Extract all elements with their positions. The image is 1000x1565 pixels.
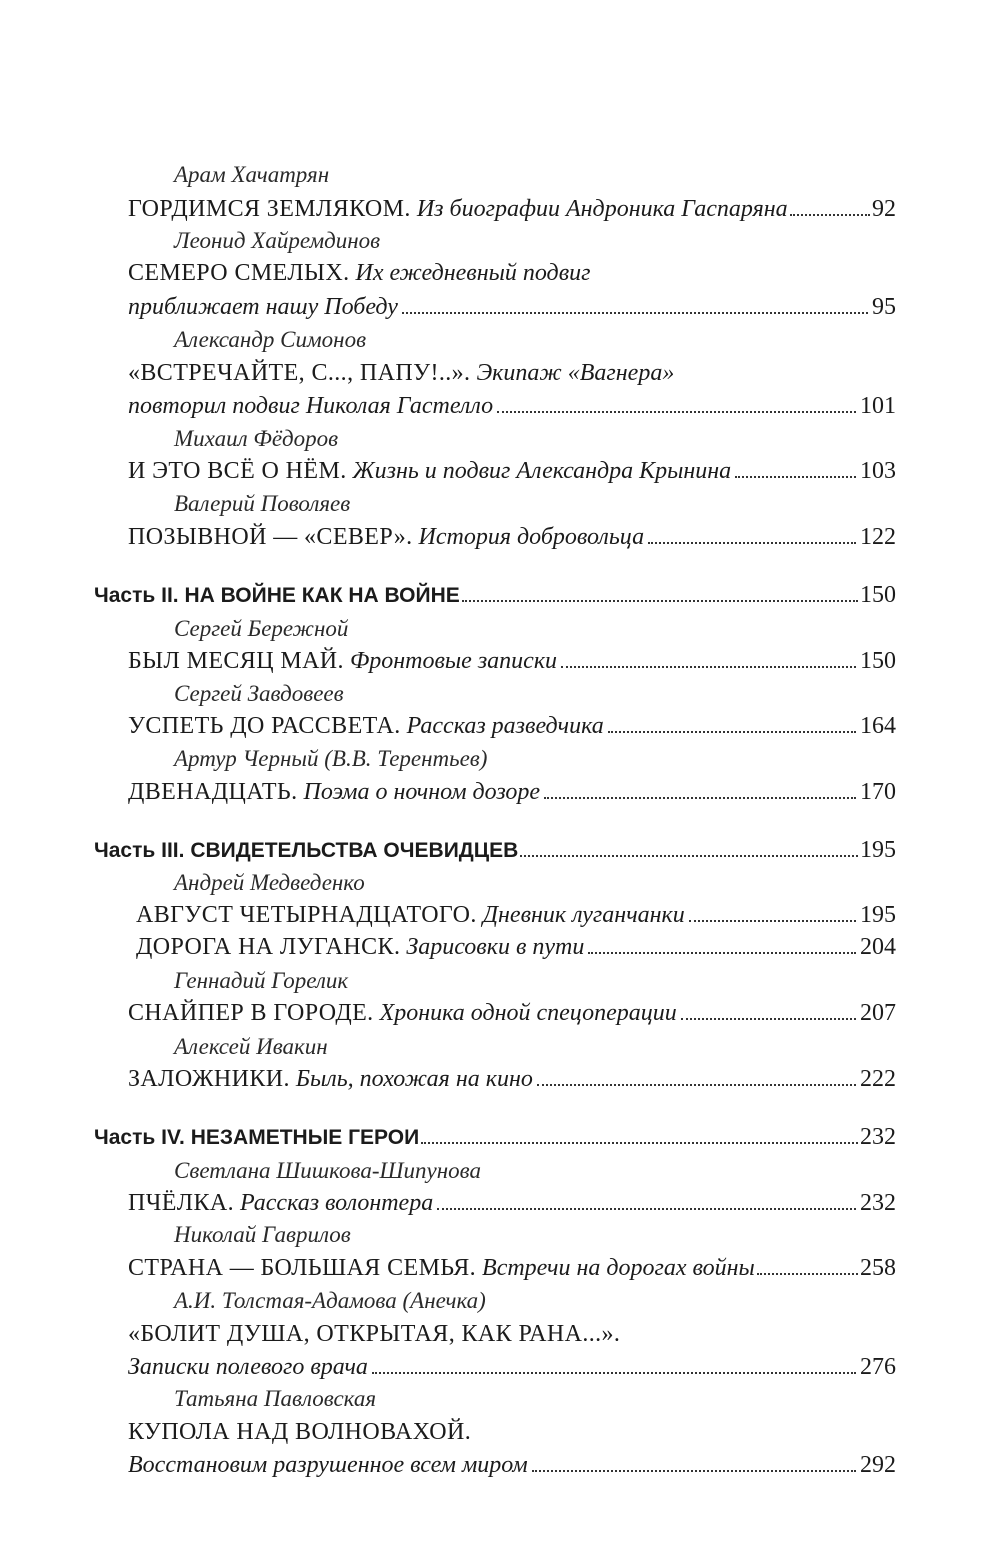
author: Татьяна Павловская xyxy=(174,1386,377,1411)
author: Валерий Поволяев xyxy=(174,491,351,516)
page-number: 207 xyxy=(860,1000,896,1026)
toc-entry[interactable] xyxy=(128,294,896,328)
entry-subtitle: Быль, похожая на кино xyxy=(295,1066,533,1092)
dot-leader xyxy=(402,312,868,314)
toc-entry-title-line[interactable] xyxy=(128,1321,896,1355)
page-number: 232 xyxy=(860,1124,896,1150)
page-number: 204 xyxy=(860,934,896,960)
toc-entry-title-line[interactable] xyxy=(128,1419,896,1453)
dot-leader xyxy=(372,1372,856,1374)
page-number: 95 xyxy=(872,294,896,320)
entry-subtitle: Поэма о ночном дозоре xyxy=(303,779,541,805)
entry-subtitle: Зарисовки в пути xyxy=(406,934,585,960)
dot-leader xyxy=(790,214,870,216)
page-number: 103 xyxy=(860,458,896,484)
toc-entry[interactable] xyxy=(128,1255,896,1289)
page-number: 258 xyxy=(860,1255,896,1281)
toc-entry[interactable] xyxy=(128,1190,896,1224)
toc-entry[interactable] xyxy=(128,524,896,558)
author: Леонид Хайремдинов xyxy=(174,228,381,253)
toc-entry[interactable] xyxy=(128,779,896,813)
dot-leader xyxy=(497,411,856,413)
entry-title: БЫЛ МЕСЯЦ МАЙ. xyxy=(128,648,344,674)
toc-entry[interactable] xyxy=(128,1452,896,1486)
author: А.И. Толстая-Адамова (Анечка) xyxy=(174,1288,486,1313)
entry-subtitle: Из биографии Андроника Гаспаряна xyxy=(416,196,788,222)
dot-leader xyxy=(437,1208,856,1210)
section-title: Часть IV. НЕЗАМЕТНЫЕ ГЕРОИ xyxy=(94,1126,420,1149)
page-number: 164 xyxy=(860,713,896,739)
toc-section[interactable] xyxy=(94,837,896,871)
toc-entry[interactable] xyxy=(128,713,896,747)
page-number: 195 xyxy=(860,902,896,928)
dot-leader xyxy=(561,666,856,668)
dot-leader xyxy=(462,600,858,602)
entry-subtitle: Дневник луганчанки xyxy=(482,902,685,928)
page-number: 222 xyxy=(860,1066,896,1092)
entry-subtitle-cont: повторил подвиг Николая Гастелло xyxy=(128,393,494,419)
entry-subtitle: Фронтовые записки xyxy=(349,648,558,674)
author: Андрей Медведенко xyxy=(174,870,365,895)
dot-leader xyxy=(648,542,856,544)
toc-entry[interactable] xyxy=(128,648,896,682)
author: Михаил Фёдоров xyxy=(174,426,339,451)
author: Александр Симонов xyxy=(174,327,367,352)
toc-entry-title-line[interactable] xyxy=(128,360,896,394)
dot-leader xyxy=(544,797,856,799)
page-number: 232 xyxy=(860,1190,896,1216)
entry-title: СТРАНА — БОЛЬШАЯ СЕМЬЯ. xyxy=(128,1255,477,1281)
page-number: 292 xyxy=(860,1452,896,1478)
page-number: 276 xyxy=(860,1354,896,1380)
entry-title: ПЧЁЛКА. xyxy=(128,1190,235,1216)
toc-entry[interactable] xyxy=(128,393,896,427)
entry-title: СЕМЕРО СМЕЛЫХ. xyxy=(128,260,350,286)
entry-title: «ВСТРЕЧАЙТЕ, С..., ПАПУ!..». xyxy=(128,360,471,386)
author: Светлана Шишкова-Шипунова xyxy=(174,1158,481,1183)
entry-subtitle: История добровольца xyxy=(418,524,645,550)
dot-leader xyxy=(520,855,858,857)
page-number: 92 xyxy=(872,196,896,222)
dot-leader xyxy=(421,1142,858,1144)
section-title: Часть III. СВИДЕТЕЛЬСТВА ОЧЕВИДЦЕВ xyxy=(94,839,519,862)
author: Алексей Ивакин xyxy=(174,1034,328,1059)
entry-subtitle: Их ежедневный подвиг xyxy=(355,260,591,286)
entry-subtitle-cont: Записки полевого врача xyxy=(128,1354,368,1380)
entry-title: УСПЕТЬ ДО РАССВЕТА. xyxy=(128,713,401,739)
dot-leader xyxy=(537,1084,856,1086)
entry-subtitle: Хроника одной спецоперации xyxy=(379,1000,677,1026)
entry-title: ДВЕНАДЦАТЬ. xyxy=(128,779,298,805)
entry-title: ДОРОГА НА ЛУГАНСК. xyxy=(136,934,401,960)
page-number: 150 xyxy=(860,582,896,608)
entry-subtitle: Встречи на дорогах войны xyxy=(482,1255,755,1281)
entry-title: АВГУСТ ЧЕТЫРНАДЦАТОГО. xyxy=(136,902,477,928)
entry-title: КУПОЛА НАД ВОЛНОВАХОЙ. xyxy=(128,1419,472,1445)
toc-entry[interactable] xyxy=(128,196,896,230)
author: Николай Гаврилов xyxy=(174,1222,351,1247)
toc-entry[interactable] xyxy=(136,902,896,936)
toc-entry[interactable] xyxy=(128,1354,896,1388)
dot-leader xyxy=(757,1273,858,1275)
author: Сергей Бережной xyxy=(174,616,349,641)
entry-subtitle: Жизнь и подвиг Александра Крынина xyxy=(352,458,732,484)
entry-title: И ЭТО ВСЁ О НЁМ. xyxy=(128,458,347,484)
toc-section[interactable] xyxy=(94,1124,896,1158)
page-number: 101 xyxy=(860,393,896,419)
page-number: 170 xyxy=(860,779,896,805)
entry-subtitle: Экипаж «Вагнера» xyxy=(476,360,675,386)
entry-title: «БОЛИТ ДУША, ОТКРЫТАЯ, КАК РАНА...». xyxy=(128,1321,621,1347)
author: Сергей Завдовеев xyxy=(174,681,344,706)
author: Арам Хачатрян xyxy=(174,162,330,187)
entry-title: ЗАЛОЖНИКИ. xyxy=(128,1066,290,1092)
page-number: 195 xyxy=(860,837,896,863)
author: Геннадий Горелик xyxy=(174,968,349,993)
entry-title: ПОЗЫВНОЙ — «СЕВЕР». xyxy=(128,524,413,550)
entry-title: СНАЙПЕР В ГОРОДЕ. xyxy=(128,1000,374,1026)
entry-subtitle: Рассказ волонтера xyxy=(240,1190,434,1216)
toc-entry-title-line[interactable] xyxy=(128,260,896,294)
page-number: 122 xyxy=(860,524,896,550)
toc-entry[interactable] xyxy=(128,1000,896,1034)
section-title: Часть II. НА ВОЙНЕ КАК НА ВОЙНЕ xyxy=(94,584,460,607)
dot-leader xyxy=(608,731,856,733)
toc-entry[interactable] xyxy=(128,1066,896,1100)
dot-leader xyxy=(689,920,856,922)
entry-title: ГОРДИМСЯ ЗЕМЛЯКОМ. xyxy=(128,196,411,222)
dot-leader xyxy=(681,1018,856,1020)
toc-section[interactable] xyxy=(94,582,896,616)
entry-subtitle-cont: приближает нашу Победу xyxy=(128,294,398,320)
dot-leader xyxy=(532,1470,856,1472)
entry-subtitle: Рассказ разведчика xyxy=(406,713,604,739)
page-number: 150 xyxy=(860,648,896,674)
author: Артур Черный (В.В. Терентьев) xyxy=(174,746,488,771)
toc-entry[interactable] xyxy=(136,934,896,968)
entry-subtitle-cont: Восстановим разрушенное всем миром xyxy=(128,1452,528,1478)
dot-leader xyxy=(588,952,856,954)
toc-entry[interactable] xyxy=(128,458,896,492)
dot-leader xyxy=(735,476,856,478)
